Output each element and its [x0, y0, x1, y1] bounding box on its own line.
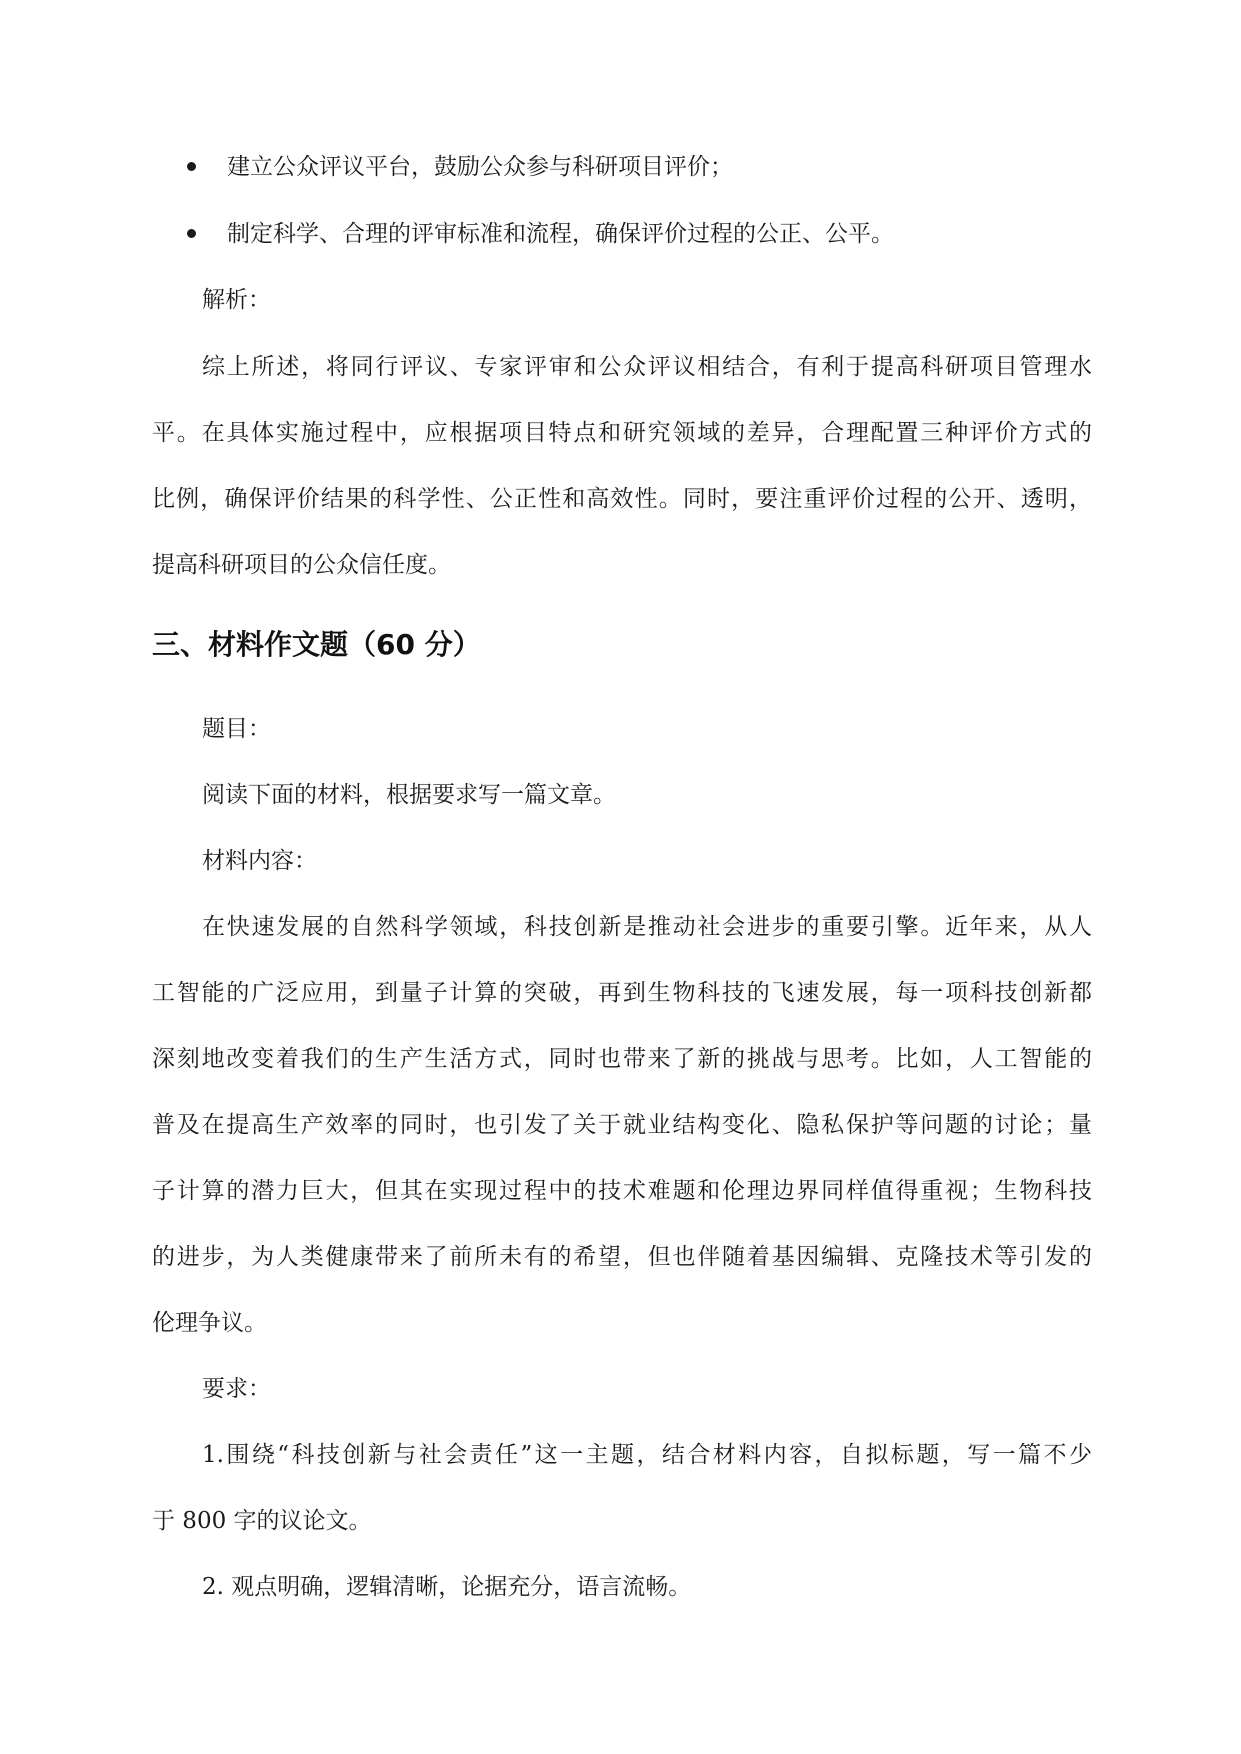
section-heading: 三、材料作文题（60 分） [152, 628, 481, 661]
requirement-line: 于 800 字的议论文。 [152, 1508, 372, 1534]
bullet-item: 建立公众评议平台，鼓励公众参与科研项目评价； [227, 154, 733, 180]
requirement-line: 1.围绕“科技创新与社会责任”这一主题，结合材料内容，自拟标题，写一篇不少 [202, 1442, 1092, 1468]
material-line: 子计算的潜力巨大，但其在实现过程中的技术难题和伦理边界同样值得重视；生物科技 [152, 1178, 1092, 1204]
analysis-line: 比例，确保评价结果的科学性、公正性和高效性。同时，要注重评价过程的公开、透明， [152, 486, 1092, 512]
material-line: 普及在提高生产效率的同时，也引发了关于就业结构变化、隐私保护等问题的讨论；量 [152, 1112, 1092, 1138]
material-line: 的进步，为人类健康带来了前所未有的希望，但也伴随着基因编辑、克隆技术等引发的 [152, 1244, 1092, 1270]
requirements-label: 要求： [202, 1376, 271, 1402]
analysis-line: 提高科研项目的公众信任度。 [152, 552, 451, 578]
bullet-dot [187, 229, 196, 238]
requirement-line: 2. 观点明确，逻辑清晰，论据充分，语言流畅。 [202, 1574, 692, 1600]
analysis-line: 综上所述，将同行评议、专家评审和公众评议相结合，有利于提高科研项目管理水 [202, 354, 1092, 380]
material-label: 材料内容： [202, 848, 317, 874]
material-line: 在快速发展的自然科学领域，科技创新是推动社会进步的重要引擎。近年来，从人 [202, 914, 1092, 940]
material-line: 工智能的广泛应用，到量子计算的突破，再到生物科技的飞速发展，每一项科技创新都 [152, 980, 1092, 1006]
topic-label: 题目： [202, 716, 271, 742]
material-line: 伦理争议。 [152, 1310, 267, 1336]
bullet-dot [187, 162, 196, 171]
material-line: 深刻地改变着我们的生产生活方式，同时也带来了新的挑战与思考。比如，人工智能的 [152, 1046, 1092, 1072]
analysis-label: 解析： [202, 287, 271, 313]
instruction-text: 阅读下面的材料，根据要求写一篇文章。 [202, 782, 616, 808]
bullet-item: 制定科学、合理的评审标准和流程，确保评价过程的公正、公平。 [227, 221, 894, 247]
analysis-line: 平。在具体实施过程中，应根据项目特点和研究领域的差异，合理配置三种评价方式的 [152, 420, 1092, 446]
